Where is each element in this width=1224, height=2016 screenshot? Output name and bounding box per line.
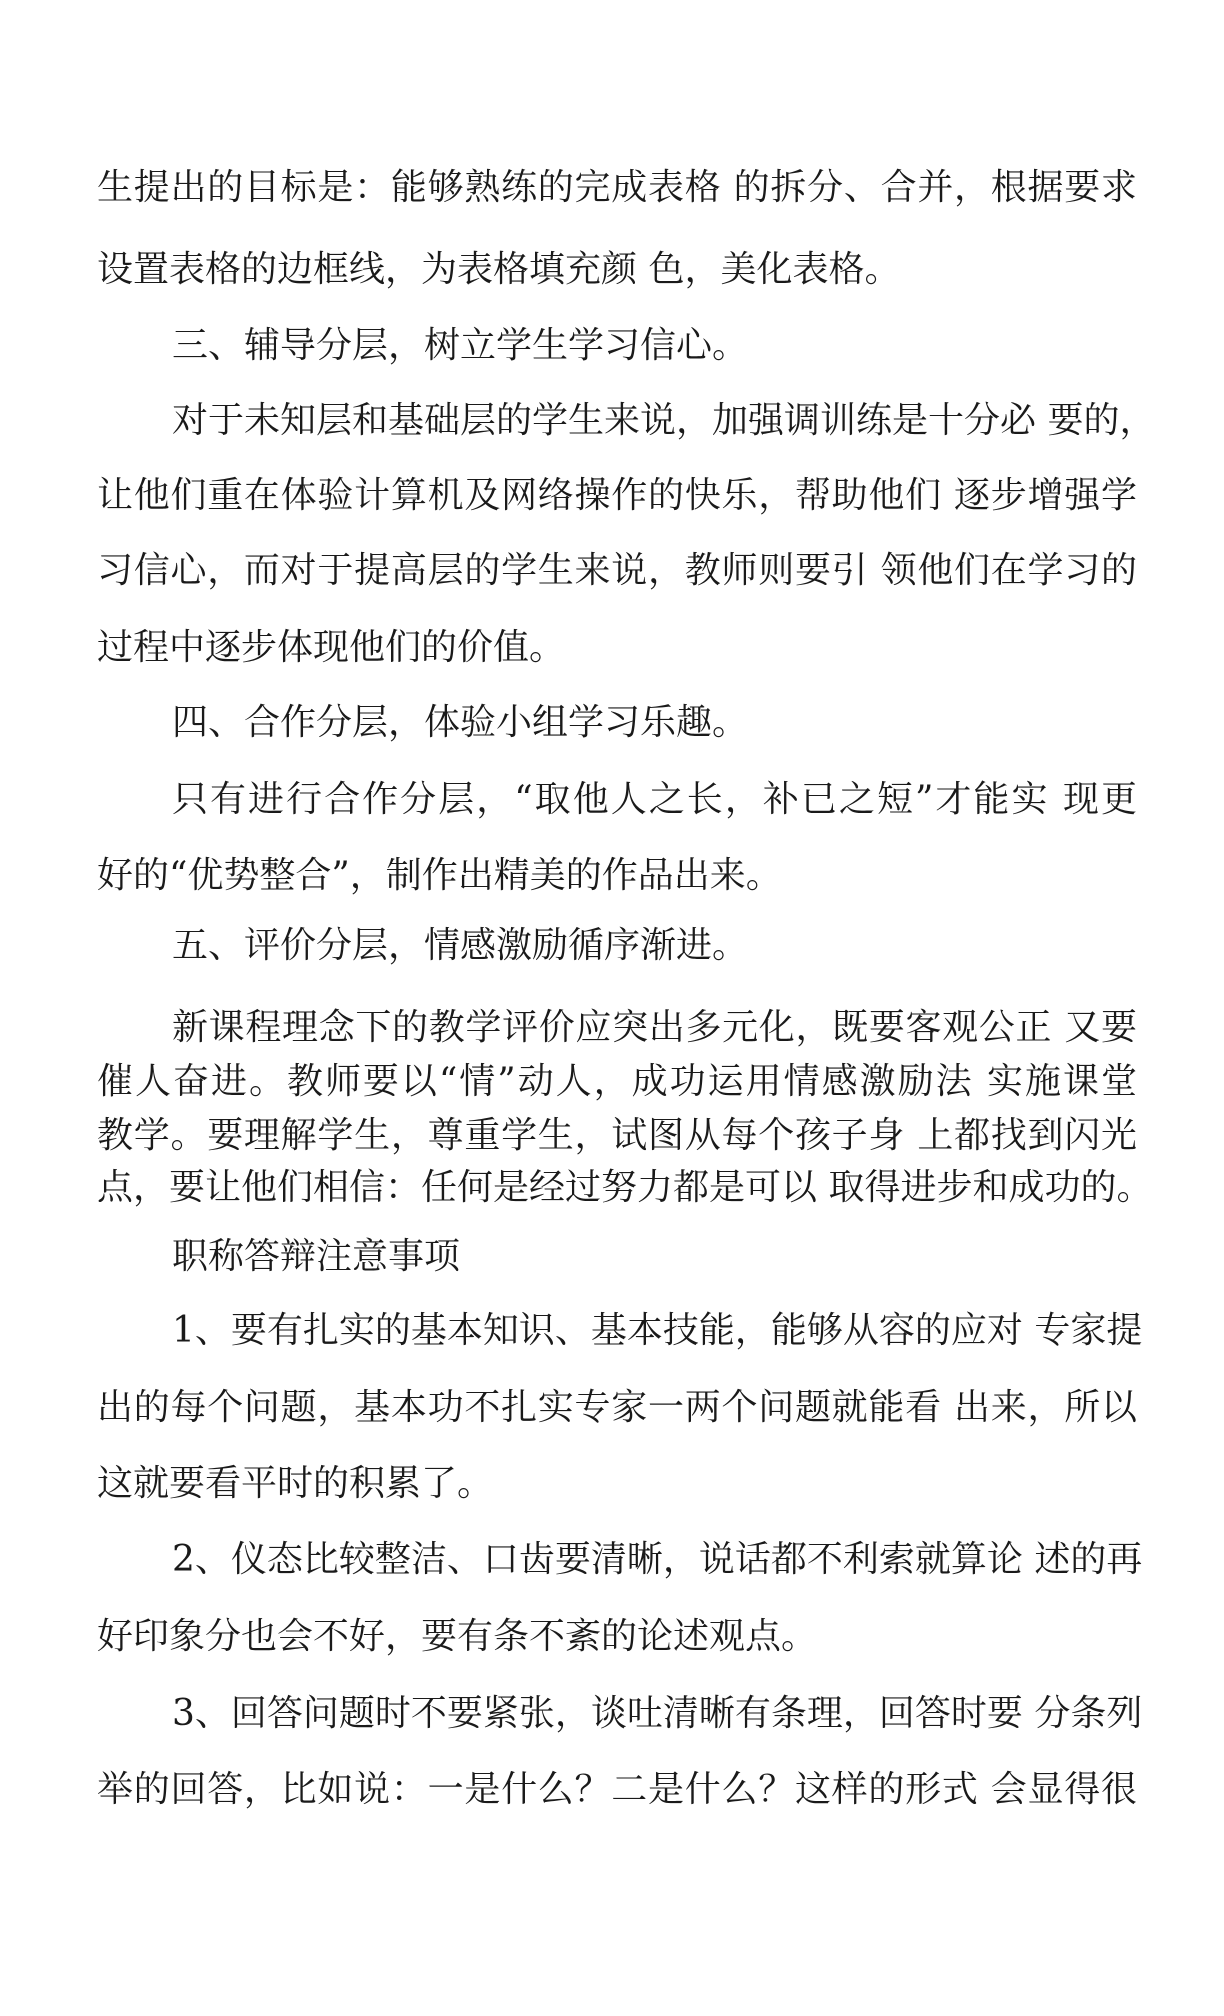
text-line: 生提出的目标是：能够熟练的完成表格 的拆分、合并，根据要求	[97, 167, 1137, 208]
text-line: 好的“优势整合”，制作出精美的作品出来。	[97, 855, 782, 896]
text-line: 对于未知层和基础层的学生来说，加强调训练是十分必 要的，	[172, 400, 1156, 441]
section-heading: 三、辅导分层，树立学生学习信心。	[172, 325, 749, 366]
text-line: 举的回答，比如说：一是什么？二是什么？这样的形式 会显得很	[97, 1769, 1137, 1810]
text-line: 3、回答问题时不要紧张，谈吐清晰有条理，回答时要 分条列	[172, 1693, 1143, 1734]
text-line: 点，要让他们相信：任何是经过努力都是可以 取得进步和成功的。	[97, 1167, 1153, 1208]
text-line: 让他们重在体验计算机及网络操作的快乐，帮助他们 逐步增强学	[97, 475, 1137, 516]
text-line: 这就要看平时的积累了。	[97, 1463, 494, 1504]
text-line: 催人奋进。教师要以“情”动人，成功运用情感激励法 实施课堂	[97, 1061, 1137, 1102]
text-line: 设置表格的边框线，为表格填充颜 色，美化表格。	[97, 249, 901, 290]
section-heading: 四、合作分层，体验小组学习乐趣。	[172, 702, 749, 743]
section-heading: 职称答辩注意事项	[172, 1236, 461, 1277]
text-line: 好印象分也会不好，要有条不紊的论述观点。	[97, 1616, 818, 1657]
text-line: 只有进行合作分层，“取他人之长，补已之短”才能实 现更	[172, 779, 1137, 820]
text-line: 2、仪态比较整洁、口齿要清晰，说话都不利索就算论 述的再	[172, 1539, 1143, 1580]
text-line: 过程中逐步体现他们的价值。	[97, 627, 566, 668]
section-heading: 五、评价分层，情感激励循序渐进。	[172, 925, 749, 966]
text-line: 教学。要理解学生，尊重学生，试图从每个孩子身 上都找到闪光	[97, 1115, 1137, 1156]
text-line: 出的每个问题，基本功不扎实专家一两个问题就能看 出来，所以	[97, 1387, 1137, 1428]
text-line: 习信心，而对于提高层的学生来说，教师则要引 领他们在学习的	[97, 550, 1137, 591]
text-line: 1、要有扎实的基本知识、基本技能，能够从容的应对 专家提	[172, 1310, 1143, 1351]
text-line: 新课程理念下的教学评价应突出多元化，既要客观公正 又要	[172, 1007, 1137, 1048]
